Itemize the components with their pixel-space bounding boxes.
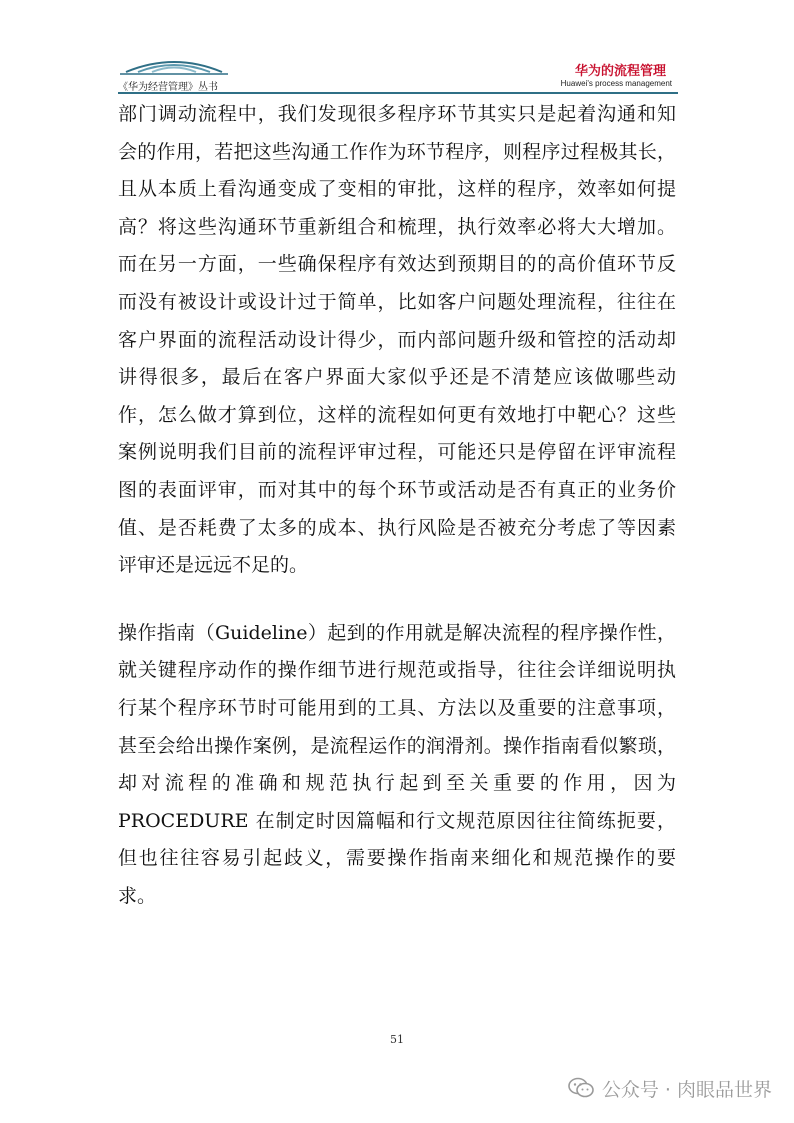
text-line: 会的作用，若把这些沟通工作作为环节程序，则程序过程极其长，	[118, 140, 676, 163]
text-line: 求。	[118, 884, 157, 907]
book-title-en: Huawei's process management	[560, 79, 672, 88]
paragraph-process-review	[118, 96, 676, 585]
text-line: 值、是否耗费了太多的成本、执行风险是否被充分考虑了等因素	[118, 516, 676, 539]
paragraph-gap	[118, 585, 676, 615]
text-line: 部门调动流程中，我们发现很多程序环节其实只是起着沟通和知	[118, 103, 676, 125]
text-line: 且从本质上看沟通变成了变相的审批，这样的程序，效率如何提	[118, 178, 676, 201]
wechat-icon	[568, 1077, 594, 1099]
page-header	[118, 48, 678, 94]
text-line: 图的表面评审，而对其中的每个环节或活动是否有真正的业务价	[118, 478, 676, 501]
text-line: 客户界面的流程活动设计得少，而内部问题升级和管控的活动却	[118, 328, 676, 351]
text-line: 行某个程序环节时可能用到的工具、方法以及重要的注意事项，	[118, 696, 676, 719]
text-line: 讲得很多，最后在客户界面大家似乎还是不清楚应该做哪些动	[118, 366, 676, 389]
watermark	[568, 1073, 772, 1103]
text-line: 就关键程序动作的操作细节进行规范或指导，往往会详细说明执	[118, 659, 676, 682]
text-line: 但也往往容易引起歧义，需要操作指南来细化和规范操作的要	[118, 847, 676, 870]
paragraph-guideline	[118, 615, 676, 916]
text-line: 操作指南（Guideline）起到的作用就是解决流程的程序操作性，	[118, 621, 676, 644]
watermark-text: 公众号 · 肉眼品世界	[601, 1078, 772, 1101]
page-number: 51	[390, 1033, 404, 1046]
text-line: 评审还是远远不足的。	[118, 554, 309, 577]
text-line: 案例说明我们目前的流程评审过程，可能还只是停留在评审流程	[118, 441, 676, 464]
text-line: 高？将这些沟通环节重新组合和梳理，执行效率必将大大增加。	[118, 215, 676, 238]
text-line: 而在另一方面，一些确保程序有效达到预期目的的高价值环节反	[118, 253, 676, 276]
text-line: 作，怎么做才算到位，这样的流程如何更有效地打中靶心？这些	[118, 403, 676, 426]
page-body	[118, 96, 676, 915]
text-line: 甚至会给出操作案例，是流程运作的润滑剂。操作指南看似繁琐，	[118, 734, 676, 757]
series-title: 《华为经营管理》丛书	[118, 82, 218, 93]
book-title-cn: 华为的流程管理	[574, 64, 666, 79]
text-line: PROCEDURE 在制定时因篇幅和行文规范原因往往简练扼要，	[118, 809, 676, 832]
text-line: 而没有被设计或设计过于简单，比如客户问题处理流程，往往在	[118, 290, 676, 313]
publisher-logo	[118, 50, 230, 78]
text-line: 却对流程的准确和规范执行起到至关重要的作用，因为	[118, 772, 676, 795]
header-divider	[118, 92, 678, 94]
